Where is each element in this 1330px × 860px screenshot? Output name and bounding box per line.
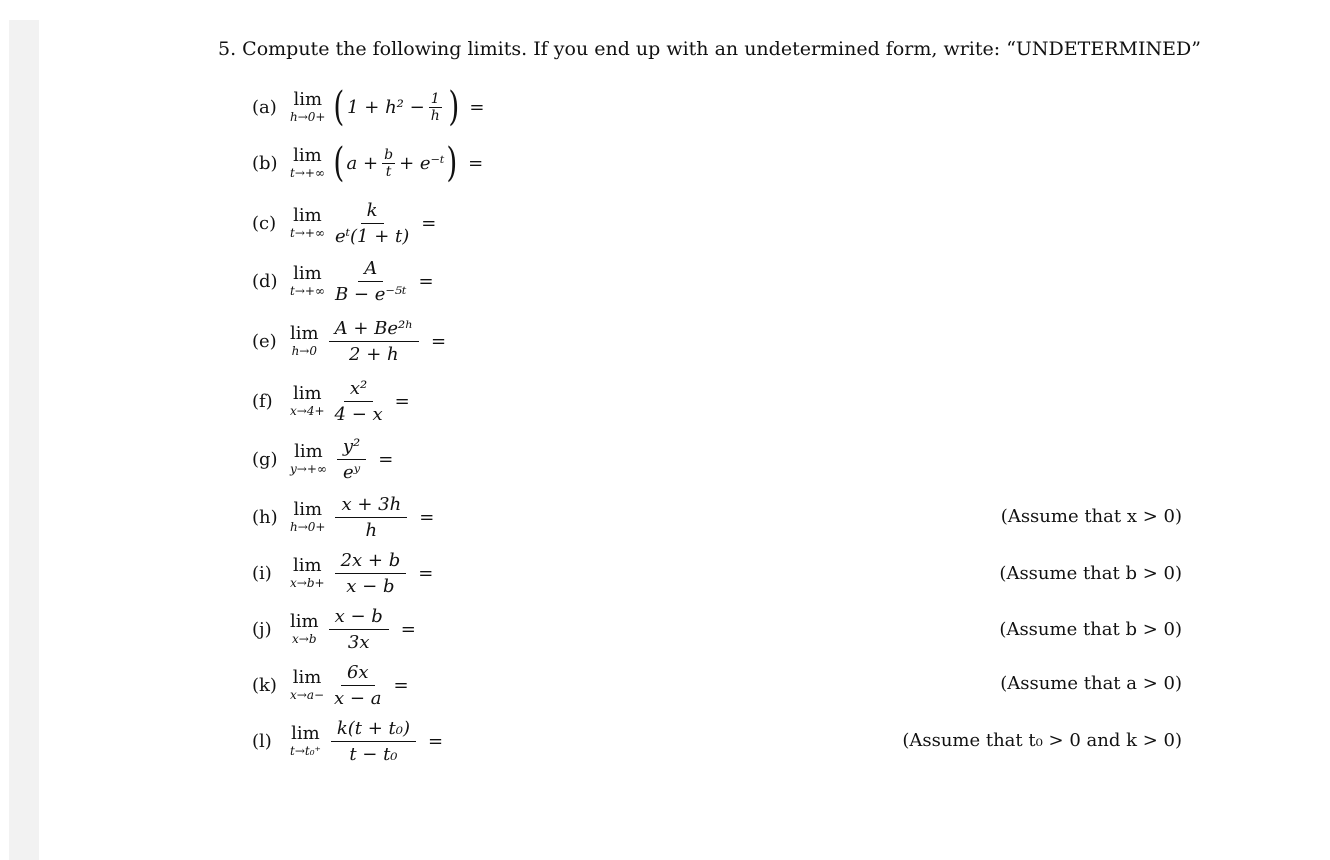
limit-operator: lim t→+∞ — [290, 205, 325, 240]
limit-operator: lim t→+∞ — [290, 263, 325, 298]
limit-expression: $\frac{A}{\text{B − e⁻⁵ᵗ}}$ — [334, 257, 407, 305]
limit-item-b: (b) lim t→+∞ ( a + $\frac{b}{t}$ + e⁻ᵗ ) = — [252, 140, 484, 186]
limit-operator: lim h→0+ — [290, 499, 326, 534]
assumption-j: (Assume that b > 0) — [999, 619, 1182, 640]
limit-expression: $\frac{x - b}{3x}$ — [329, 606, 389, 653]
left-margin-bar — [9, 20, 39, 860]
assumption-i: (Assume that b > 0) — [999, 563, 1182, 584]
limit-item-a: (a) lim h→0+ ( 1 + h² − $\frac{1}{h}$ ) = — [252, 84, 485, 130]
limit-operator: lim h→0+ — [290, 89, 326, 124]
problem-statement: 5. Compute the following limits. If you end up with an undetermined form, write: “UNDETERMINED” — [218, 38, 1201, 60]
limit-expression: ( 1 + h² − $\frac{1}{h}$ ) — [333, 84, 459, 130]
limit-item-g: (g) lim y→+∞ $\frac{\text{y²}}{\text{eʸ}}$ = — [252, 435, 394, 483]
limit-item-h: (h) lim h→0+ $\frac{x + 3h}{h}$ = — [252, 493, 435, 541]
assumption-l: (Assume that t₀ > 0 and k > 0) — [902, 730, 1182, 751]
limit-item-d: (d) lim t→+∞ $\frac{A}{\text{B − e⁻⁵ᵗ}}$ = — [252, 257, 434, 305]
limit-item-l: (l) lim t→t₀⁺ $\frac{\text{k(t + t₀)}}{\text{t − t₀}}$ = — [252, 717, 444, 765]
limit-item-k: (k) lim x→a− $\frac{6x}{x - a}$ = — [252, 661, 409, 709]
limit-item-j: (j) lim x→b $\frac{x - b}{3x}$ = — [252, 605, 416, 653]
limit-item-f: (f) lim x→4+ $\frac{\text{x²}}{4 - x}$ = — [252, 377, 410, 425]
limit-expression: ( a + $\frac{b}{t}$ + e⁻ᵗ ) — [333, 140, 458, 186]
assumption-k: (Assume that a > 0) — [1000, 673, 1182, 694]
limit-operator: lim x→b — [290, 611, 319, 646]
limit-expression: $\frac{\text{x²}}{4 - x}$ — [334, 377, 383, 425]
limit-item-c: (c) lim t→+∞ $\frac{k}{\text{eᵗ(1 + t)}}$ = — [252, 199, 437, 247]
limit-operator: lim h→0 — [290, 323, 319, 358]
limit-operator: lim x→b+ — [290, 555, 325, 590]
limit-item-e: (e) lim h→0 $\frac{\text{A + Be²ʰ}}{2 + h}$ = — [252, 317, 447, 365]
limit-expression: $\frac{2x + b}{x - b}$ — [335, 550, 407, 597]
limit-expression: $\frac{x + 3h}{h}$ — [335, 494, 407, 541]
limit-operator: lim x→4+ — [290, 383, 325, 418]
limit-expression: $\frac{\text{k(t + t₀)}}{\text{t − t₀}}$ — [331, 718, 416, 765]
limit-expression: $\frac{k}{\text{eᵗ(1 + t)}}$ — [334, 199, 410, 247]
limit-operator: lim x→a− — [290, 667, 325, 702]
limit-expression: $\frac{\text{y²}}{\text{eʸ}}$ — [337, 436, 366, 483]
limit-expression: $\frac{6x}{x - a}$ — [334, 661, 382, 709]
limit-operator: lim y→+∞ — [290, 441, 327, 476]
limit-item-i: (i) lim x→b+ $\frac{2x + b}{x - b}$ = — [252, 549, 434, 597]
limit-operator: lim t→+∞ — [290, 145, 325, 180]
limit-operator: lim t→t₀⁺ — [290, 723, 321, 758]
assumption-h: (Assume that x > 0) — [1000, 506, 1182, 527]
limit-expression: $\frac{\text{A + Be²ʰ}}{2 + h}$ — [329, 318, 419, 365]
